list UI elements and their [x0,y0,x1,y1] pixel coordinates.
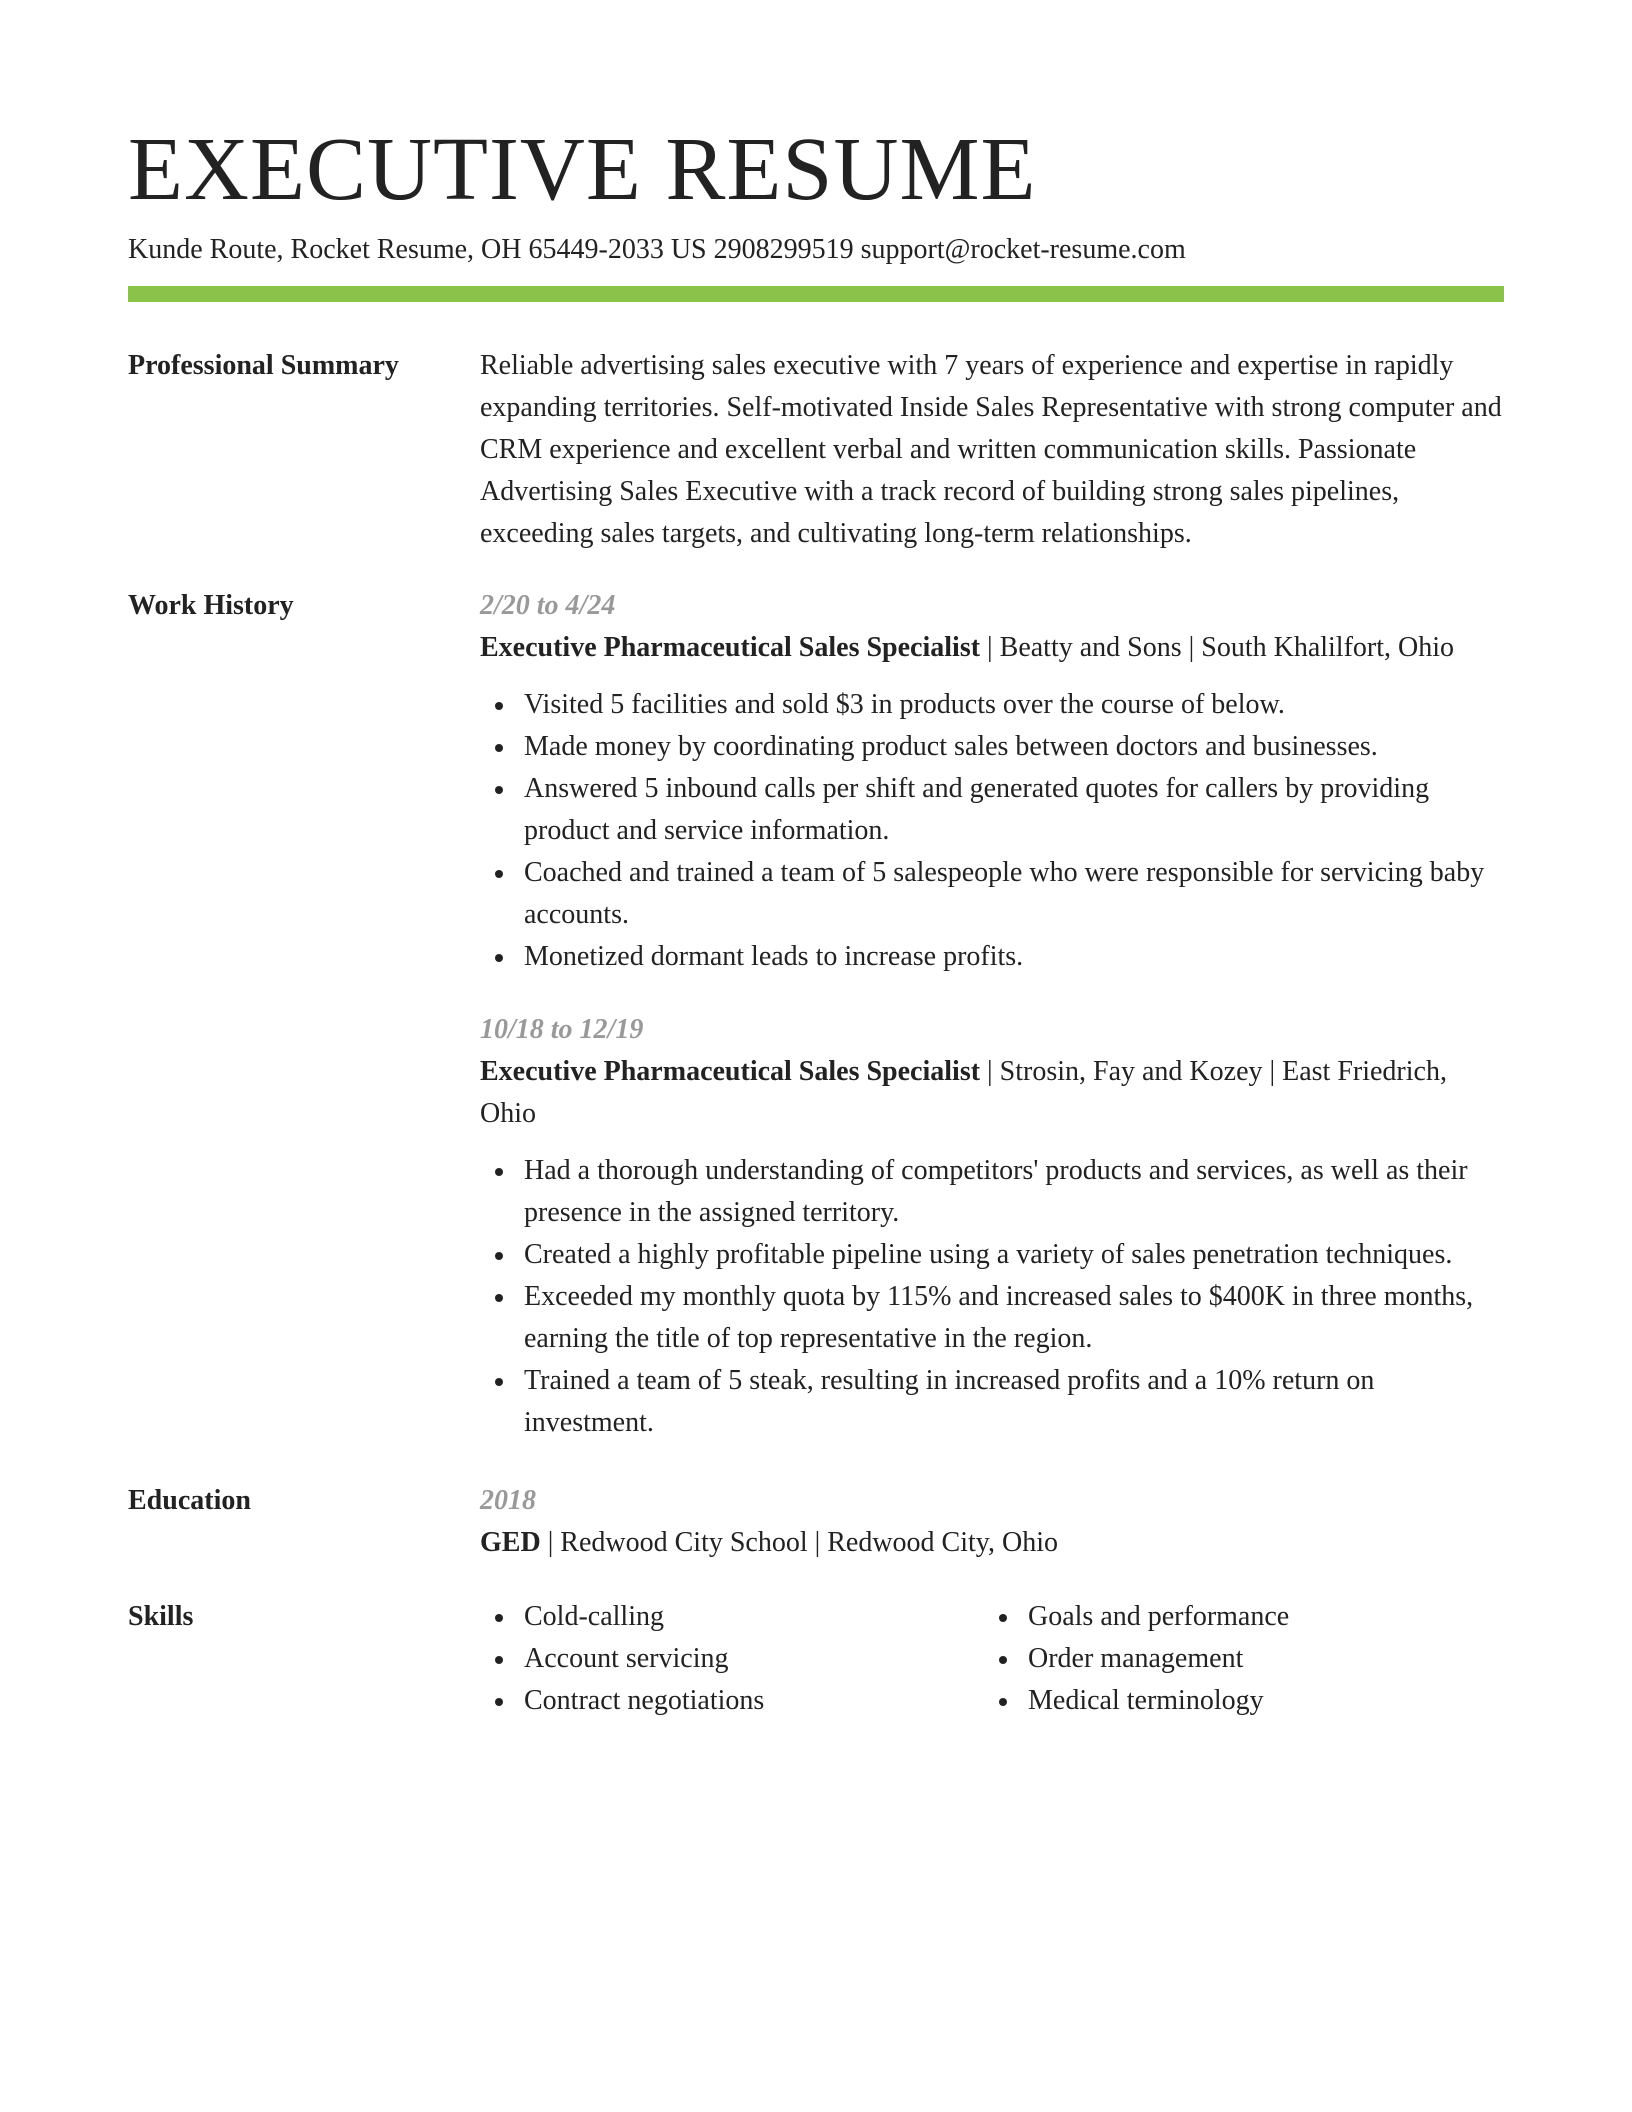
education-body [480,1480,1504,1564]
section-label-skills: Skills [128,1601,194,1632]
list-item: Answered 5 inbound calls per shift and generated quotes for callers by providing product and service information. [480,768,1504,852]
education-date: 2018 [480,1485,536,1516]
job-title: Executive Pharmaceutical Sales Specialist [480,632,981,663]
list-item: Visited 5 facilities and sold $3 in products over the course of below. [480,684,1504,726]
section-label-education: Education [128,1485,251,1516]
list-item: Account servicing [480,1638,984,1680]
skills-column-right [984,1596,1488,1722]
list-item: Coached and trained a team of 5 salespeople who were responsible for servicing baby accounts. [480,852,1504,936]
list-item: Cold-calling [480,1596,984,1638]
education-school-location: | Redwood City School | Redwood City, Ohio [540,1527,1058,1558]
education-degree: GED [480,1527,541,1558]
list-item: Exceeded my monthly quota by 115% and increased sales to $400K in three months, earning the title of top representative in the region. [480,1276,1504,1360]
skills-list-left [480,1596,984,1722]
skills-grid [480,1596,1504,1722]
job-title: Executive Pharmaceutical Sales Specialist [480,1056,981,1087]
list-item: Made money by coordinating product sales between doctors and businesses. [480,726,1504,768]
job-entry [480,1009,1504,1444]
resume-title: EXECUTIVE RESUME [128,120,1037,219]
skills-list-right [984,1596,1488,1722]
list-item: Trained a team of 5 steak, resulting in increased profits and a 10% return on investment. [480,1360,1504,1444]
skills-body [480,1596,1504,1722]
list-item: Medical terminology [984,1680,1488,1722]
summary-text: Reliable advertising sales executive with 7 years of experience and expertise in rapidly expanding territories. Self-motivated Inside Sales Representative with strong computer and CRM experience and excellent verbal and written communication skills. Passionate Advertising Sales Executive with a track record of building strong sales pipelines, exceeding sales targets, and cultivating long-term relationships. [480,350,1502,549]
list-item: Order management [984,1638,1488,1680]
job-employer-location: | Beatty and Sons | South Khalilfort, Ohio [980,632,1455,663]
job-dates: 2/20 to 4/24 [480,590,616,621]
job-employer-location: | Strosin, Fay and Kozey | East Friedrich, Ohio [480,1056,1447,1129]
list-item: Created a highly profitable pipeline using a variety of sales penetration techniques. [480,1234,1504,1276]
list-item: Goals and performance [984,1596,1488,1638]
job-entry [480,585,1504,978]
list-item: Had a thorough understanding of competitors' products and services, as well as their presence in the assigned territory. [480,1150,1504,1234]
skills-column-left [480,1596,984,1722]
job-bullets [480,1150,1504,1444]
section-label-summary: Professional Summary [128,350,399,381]
contact-line: Kunde Route, Rocket Resume, OH 65449-2033 US 2908299519 support@rocket-resume.com [128,234,1186,265]
education-heading [480,1522,1504,1564]
job-bullets [480,684,1504,978]
job-heading [480,1051,1504,1135]
header-divider [128,286,1504,302]
job-heading [480,627,1504,669]
list-item: Contract negotiations [480,1680,984,1722]
section-label-work-history: Work History [128,590,294,621]
list-item: Monetized dormant leads to increase profits. [480,936,1504,978]
work-history-body [480,585,1504,1444]
job-dates: 10/18 to 12/19 [480,1014,644,1045]
